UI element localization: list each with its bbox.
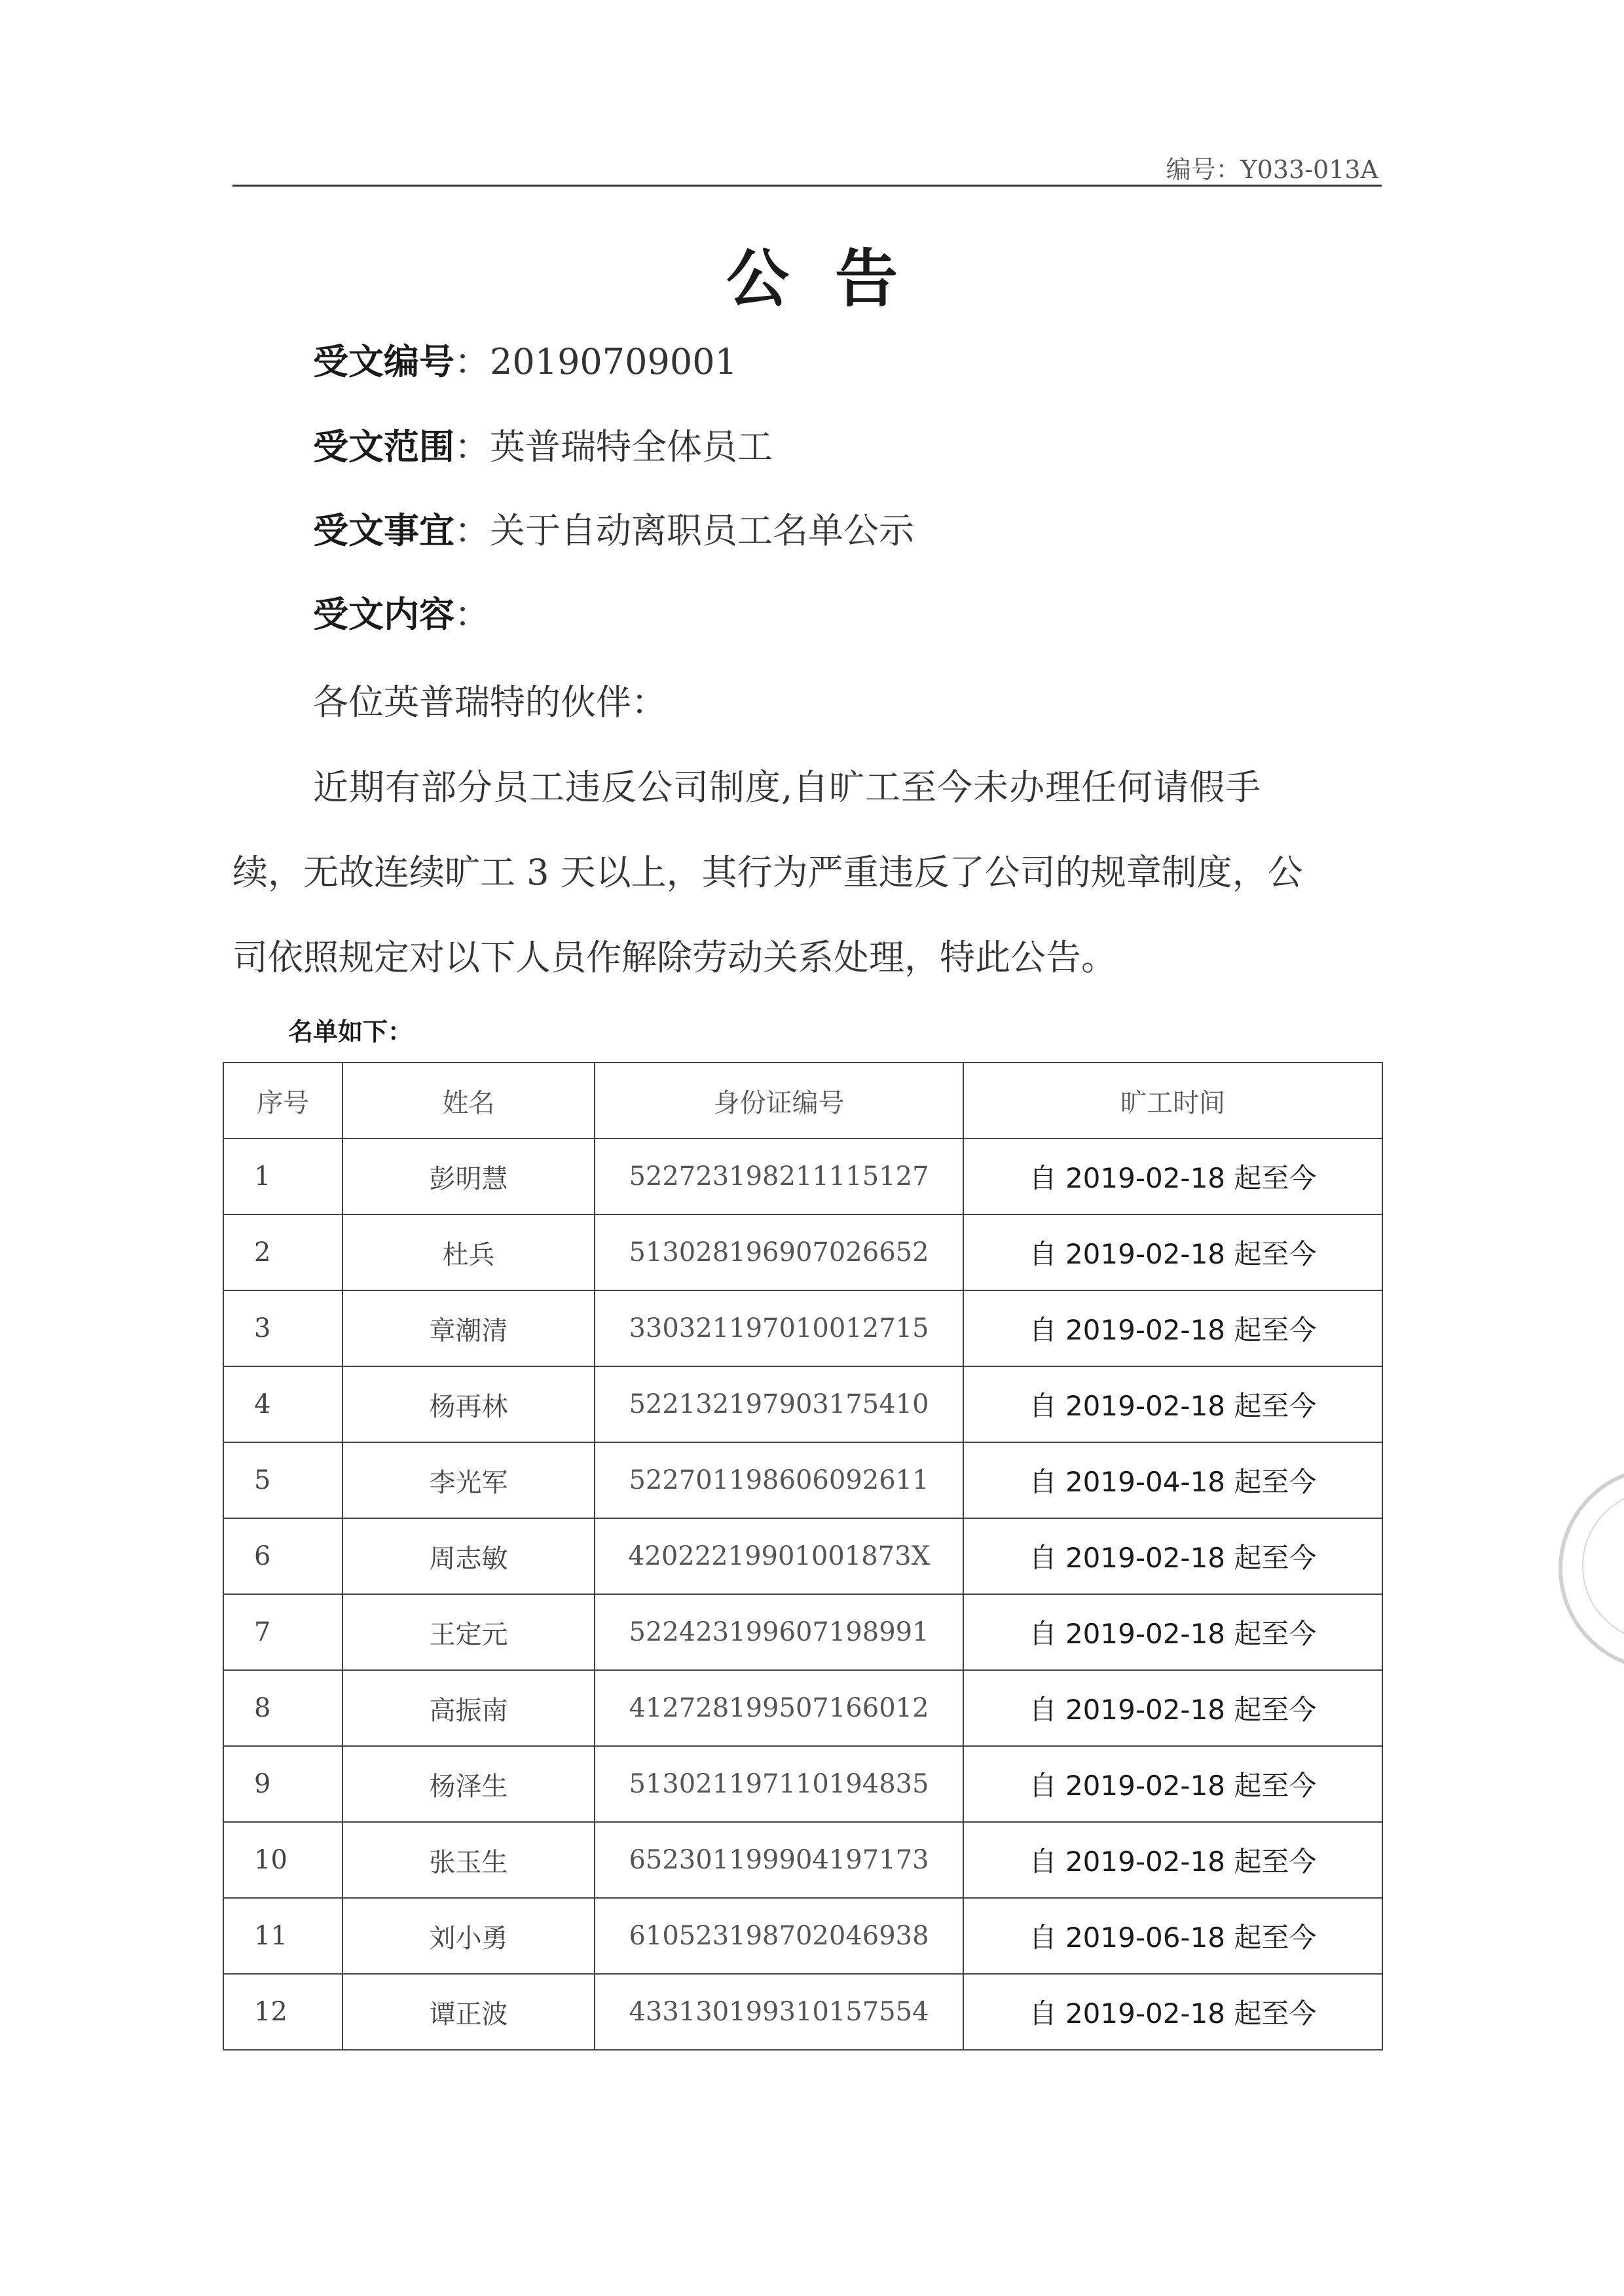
cell-time: 自 2019-02-18 起至今 [963, 1746, 1382, 1822]
cell-index: 8 [223, 1670, 342, 1746]
cell-time: 自 2019-02-18 起至今 [963, 1290, 1382, 1366]
cell-time: 自 2019-04-18 起至今 [963, 1442, 1382, 1518]
cell-id: 610523198702046938 [595, 1898, 963, 1974]
cell-name: 彭明慧 [342, 1139, 595, 1214]
field-doc-number-label: 受文编号 [313, 341, 454, 382]
table-row [223, 1214, 1382, 1290]
cell-id: 42022219901001873X [595, 1518, 963, 1594]
cell-index: 3 [223, 1290, 342, 1366]
cell-id: 330321197010012715 [595, 1290, 963, 1366]
cell-id: 412728199507166012 [595, 1670, 963, 1746]
cell-name: 张玉生 [342, 1822, 595, 1898]
cell-time: 自 2019-02-18 起至今 [963, 1139, 1382, 1214]
cell-index: 11 [223, 1898, 342, 1974]
cell-index: 12 [223, 1974, 342, 2050]
seal-inner-ring [1582, 1490, 1624, 1642]
table-row [223, 1518, 1382, 1594]
field-colon: ： [454, 341, 490, 382]
cell-name: 高振南 [342, 1670, 595, 1746]
cell-id: 652301199904197173 [595, 1822, 963, 1898]
cell-index: 5 [223, 1442, 342, 1518]
field-subject-value: 关于自动离职员工名单公示 [490, 510, 914, 551]
table-row [223, 1898, 1382, 1974]
body-line-1: 近期有部分员工违反公司制度,自旷工至今未办理任何请假手 [313, 767, 1262, 808]
company-seal [1559, 1467, 1624, 1671]
cell-index: 1 [223, 1139, 342, 1214]
cell-name: 杨泽生 [342, 1746, 595, 1822]
cell-index: 2 [223, 1214, 342, 1290]
cell-time: 自 2019-02-18 起至今 [963, 1594, 1382, 1670]
table-row [223, 1442, 1382, 1518]
list-label: 名单如下： [288, 1017, 413, 1046]
table-row [223, 1366, 1382, 1442]
table-row [223, 1594, 1382, 1670]
page-title: 公告 [726, 242, 944, 316]
cell-name: 刘小勇 [342, 1898, 595, 1974]
col-header-time: 旷工时间 [963, 1063, 1382, 1139]
cell-name: 章潮清 [342, 1290, 595, 1366]
cell-id: 522132197903175410 [595, 1366, 963, 1442]
cell-time: 自 2019-02-18 起至今 [963, 1518, 1382, 1594]
table-header-row [223, 1063, 1382, 1139]
body-line-2: 续，无故连续旷工 3 天以上，其行为严重违反了公司的规章制度，公 [232, 852, 1303, 893]
cell-time: 自 2019-02-18 起至今 [963, 1974, 1382, 2050]
cell-time: 自 2019-02-18 起至今 [963, 1822, 1382, 1898]
cell-id: 513028196907026652 [595, 1214, 963, 1290]
cell-time: 自 2019-02-18 起至今 [963, 1214, 1382, 1290]
cell-time: 自 2019-06-18 起至今 [963, 1898, 1382, 1974]
cell-name: 王定元 [342, 1594, 595, 1670]
cell-name: 周志敏 [342, 1518, 595, 1594]
field-content-label: 受文内容 [313, 594, 454, 635]
field-scope-label: 受文范围 [313, 426, 454, 467]
cell-id: 522723198211115127 [595, 1139, 963, 1214]
table-row [223, 1822, 1382, 1898]
roster-table [223, 1062, 1383, 2050]
cell-time: 自 2019-02-18 起至今 [963, 1366, 1382, 1442]
cell-name: 杜兵 [342, 1214, 595, 1290]
field-content [313, 587, 490, 637]
cell-name: 李光军 [342, 1442, 595, 1518]
field-scope [313, 419, 773, 469]
greeting: 各位英普瑞特的伙伴： [313, 682, 667, 723]
col-header-id: 身份证编号 [595, 1063, 963, 1139]
field-subject [313, 503, 914, 553]
cell-name: 杨再林 [342, 1366, 595, 1442]
cell-id: 433130199310157554 [595, 1974, 963, 2050]
cell-id: 522423199607198991 [595, 1594, 963, 1670]
col-header-index: 序号 [223, 1063, 342, 1139]
document-number: 编号：Y033-013A [1166, 155, 1378, 184]
table-row [223, 1670, 1382, 1746]
cell-id: 522701198606092611 [595, 1442, 963, 1518]
field-scope-value: 英普瑞特全体员工 [490, 426, 773, 467]
cell-name: 谭正波 [342, 1974, 595, 2050]
field-colon: ： [454, 594, 490, 635]
col-header-name: 姓名 [342, 1063, 595, 1139]
cell-index: 6 [223, 1518, 342, 1594]
cell-index: 9 [223, 1746, 342, 1822]
header-divider [232, 185, 1382, 187]
cell-index: 4 [223, 1366, 342, 1442]
cell-index: 10 [223, 1822, 342, 1898]
cell-index: 7 [223, 1594, 342, 1670]
field-colon: ： [454, 510, 490, 551]
cell-id: 513021197110194835 [595, 1746, 963, 1822]
field-subject-label: 受文事宜 [313, 510, 454, 551]
field-doc-number-value: 20190709001 [490, 341, 737, 382]
table-row [223, 1290, 1382, 1366]
field-colon: ： [454, 426, 490, 467]
body-line-3: 司依照规定对以下人员作解除劳动关系处理，特此公告。 [232, 937, 1116, 978]
table-row [223, 1974, 1382, 2050]
field-doc-number [313, 334, 737, 384]
table-row [223, 1139, 1382, 1214]
table-row [223, 1746, 1382, 1822]
cell-time: 自 2019-02-18 起至今 [963, 1670, 1382, 1746]
